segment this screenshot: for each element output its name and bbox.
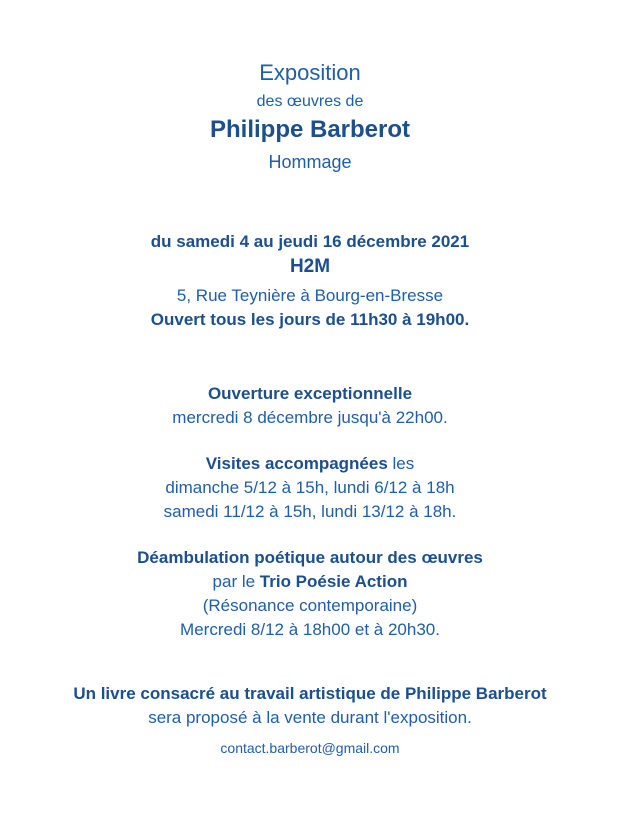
hommage-label: Hommage bbox=[268, 152, 352, 172]
deambulation-times: Mercredi 8/12 à 18h00 et à 20h30. bbox=[180, 620, 440, 639]
livre-title: Un livre consacré au travail artistique de Philippe Barberot bbox=[73, 684, 547, 703]
opening-hours: Ouvert tous les jours de 11h30 à 19h00. bbox=[150, 310, 470, 329]
venue-address: 5, Rue Teynière à Bourg-en-Bresse bbox=[176, 286, 444, 305]
exposition-heading: Exposition bbox=[259, 60, 361, 85]
artist-name: Philippe Barberot bbox=[209, 116, 411, 143]
ouverture-title: Ouverture exceptionnelle bbox=[207, 384, 413, 403]
visites-title: Visites accompagnées bbox=[205, 454, 388, 473]
venue-name: H2M bbox=[289, 256, 331, 277]
visites-suffix: les bbox=[387, 454, 415, 473]
ouverture-detail: mercredi 8 décembre jusqu'à 22h00. bbox=[172, 408, 448, 427]
deambulation-title: Déambulation poétique autour des œuvres bbox=[137, 548, 483, 567]
event-dates: du samedi 4 au jeudi 16 décembre 2021 bbox=[150, 232, 470, 251]
deambulation-by-prefix: par le bbox=[212, 572, 260, 591]
contact-email[interactable]: contact.barberot@gmail.com bbox=[220, 740, 400, 756]
oeuvres-subheading: des œuvres de bbox=[256, 93, 364, 110]
deambulation-by bbox=[0, 572, 620, 592]
visites-heading bbox=[0, 454, 620, 474]
deambulation-by-name: Trio Poésie Action bbox=[259, 572, 408, 591]
livre-detail: sera proposé à la vente durant l'exposition. bbox=[148, 708, 472, 727]
visites-line-2: samedi 11/12 à 15h, lundi 13/12 à 18h. bbox=[163, 502, 457, 521]
deambulation-resonance: (Résonance contemporaine) bbox=[202, 596, 418, 615]
visites-line-1: dimanche 5/12 à 15h, lundi 6/12 à 18h bbox=[165, 478, 455, 497]
